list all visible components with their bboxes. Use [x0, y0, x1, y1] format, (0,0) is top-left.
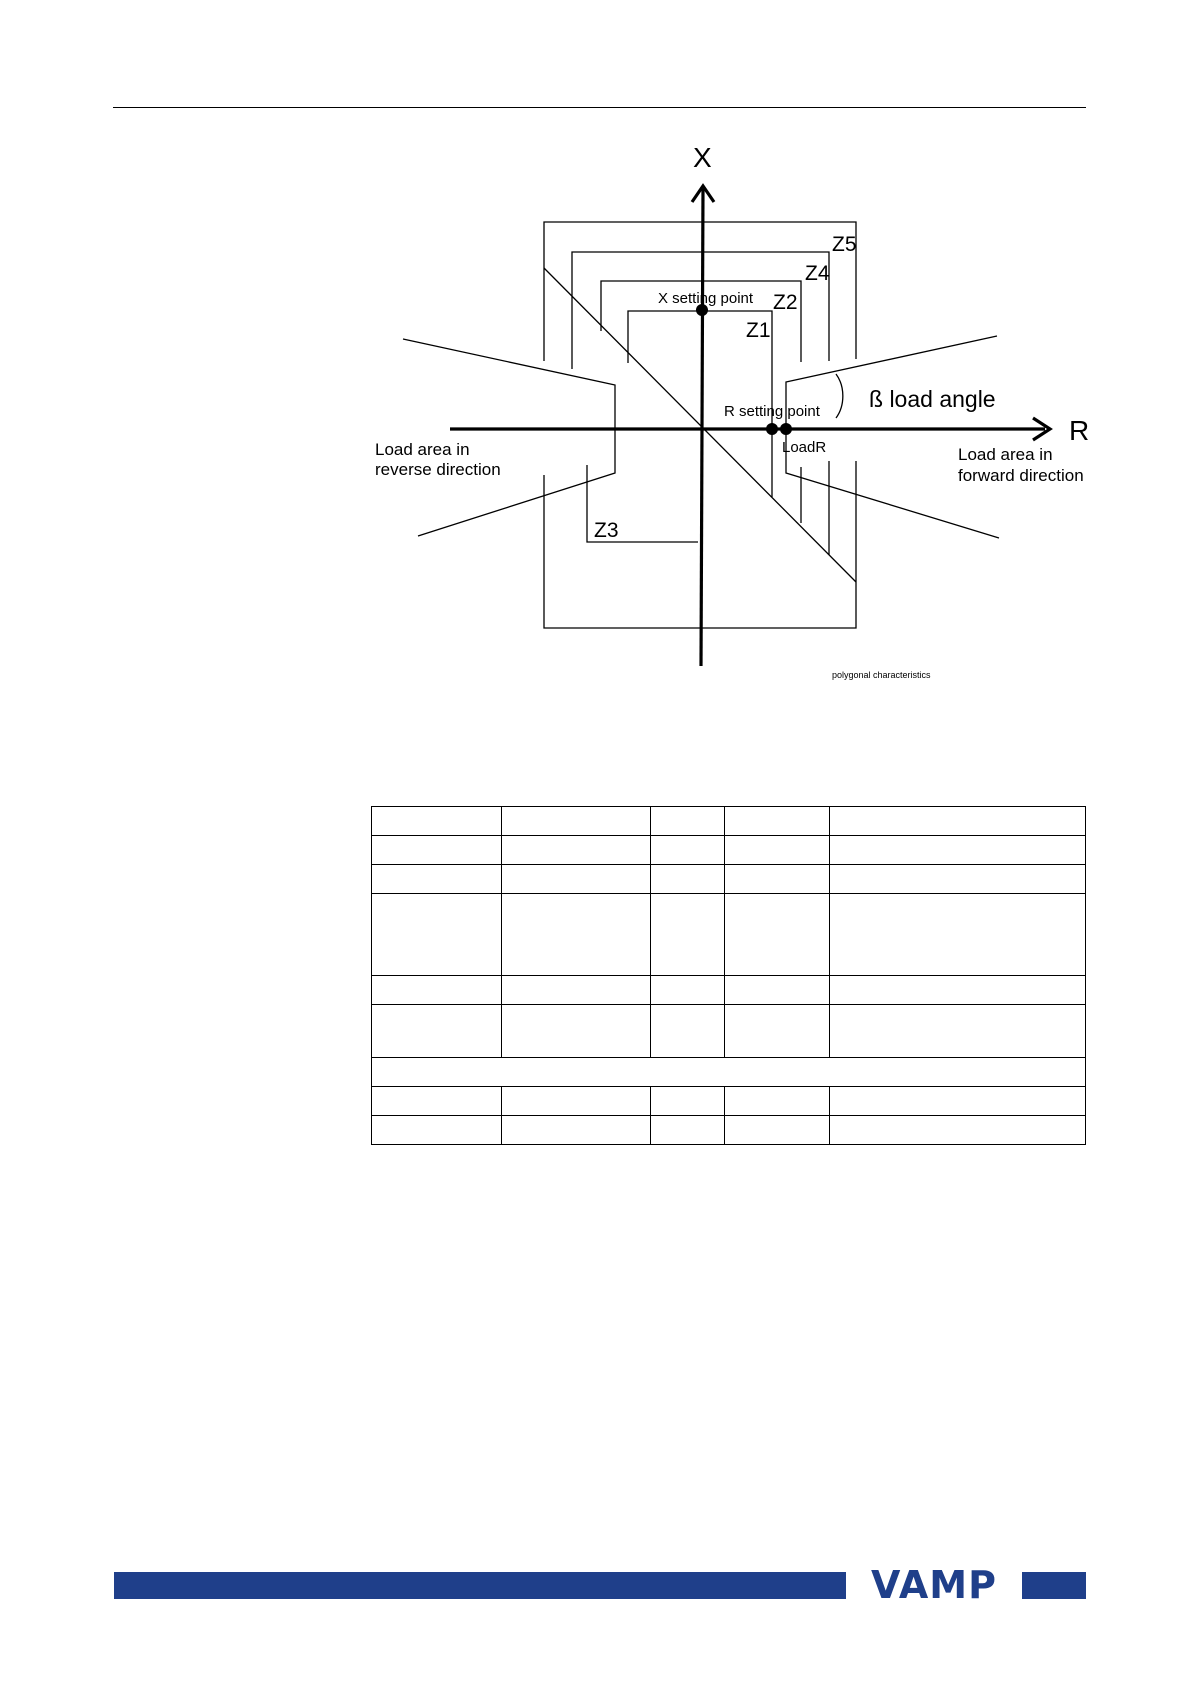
table-cell — [830, 1116, 1086, 1145]
table-cell — [830, 894, 1086, 976]
table-cell — [502, 865, 651, 894]
table-cell — [651, 1116, 725, 1145]
load-angle-arc — [836, 374, 843, 418]
table-cell — [651, 1005, 725, 1058]
table-section-row — [372, 1058, 1086, 1087]
table-cell — [830, 1087, 1086, 1116]
table-cell — [372, 1116, 502, 1145]
table-row — [372, 894, 1086, 976]
load-forward-line1: Load area in — [958, 445, 1053, 464]
axis-r-label: R — [1069, 415, 1090, 446]
table-row — [372, 1116, 1086, 1145]
table-cell — [502, 976, 651, 1005]
table-cell — [372, 865, 502, 894]
table-cell — [725, 1005, 830, 1058]
zone-label-z1: Z1 — [746, 319, 771, 342]
table-row — [372, 1005, 1086, 1058]
axis-x-label: X — [693, 142, 712, 173]
r-setting-point-label: R setting point — [724, 403, 820, 420]
zone-label-z3: Z3 — [594, 519, 619, 542]
table-cell — [502, 807, 651, 836]
table-row — [372, 836, 1086, 865]
load-forward-line2: forward direction — [958, 466, 1084, 485]
table-cell — [502, 836, 651, 865]
table-section-cell — [372, 1058, 1086, 1087]
table-cell — [502, 1087, 651, 1116]
table-cell — [651, 807, 725, 836]
table-cell — [830, 976, 1086, 1005]
table-cell — [651, 865, 725, 894]
table-cell — [725, 1087, 830, 1116]
table-row — [372, 865, 1086, 894]
footer-bar — [114, 1572, 846, 1599]
table-cell — [372, 1005, 502, 1058]
table-cell — [372, 894, 502, 976]
load-r-label: LoadR — [782, 439, 827, 456]
table-cell — [372, 1087, 502, 1116]
table-row — [372, 1087, 1086, 1116]
table-cell — [830, 1005, 1086, 1058]
load-area-reverse — [403, 339, 615, 536]
table-cell — [372, 807, 502, 836]
polygonal-characteristics-diagram — [0, 0, 1191, 700]
table-cell — [502, 1116, 651, 1145]
table-cell — [651, 894, 725, 976]
table-cell — [725, 894, 830, 976]
table-cell — [725, 865, 830, 894]
table-cell — [372, 976, 502, 1005]
table-cell — [725, 836, 830, 865]
table-row — [372, 976, 1086, 1005]
table-cell — [725, 976, 830, 1005]
footer-bar-end — [1022, 1572, 1086, 1599]
table-cell — [725, 807, 830, 836]
table-cell — [651, 976, 725, 1005]
x-setting-point-label: X setting point — [658, 290, 754, 307]
table-cell — [372, 836, 502, 865]
load-r-marker — [780, 423, 792, 435]
table-row — [372, 807, 1086, 836]
table-cell — [830, 836, 1086, 865]
table-cell — [651, 836, 725, 865]
table-cell — [651, 1087, 725, 1116]
settings-table — [371, 806, 1086, 1145]
table-cell — [725, 1116, 830, 1145]
zone-label-z2: Z2 — [773, 291, 798, 314]
zone-label-z4: Z4 — [805, 262, 830, 285]
zone-label-z5: Z5 — [832, 233, 857, 256]
table-cell — [502, 1005, 651, 1058]
load-reverse-line2: reverse direction — [375, 460, 501, 479]
table-cell — [502, 894, 651, 976]
r-setting-point-marker — [766, 423, 778, 435]
load-angle-label: ß load angle — [869, 386, 996, 412]
table-cell — [830, 807, 1086, 836]
load-reverse-line1: Load area in — [375, 440, 470, 459]
figure-caption: polygonal characteristics — [832, 670, 931, 680]
table-cell — [830, 865, 1086, 894]
vamp-logo: VAMP — [871, 1563, 997, 1607]
load-area-forward — [786, 336, 999, 538]
